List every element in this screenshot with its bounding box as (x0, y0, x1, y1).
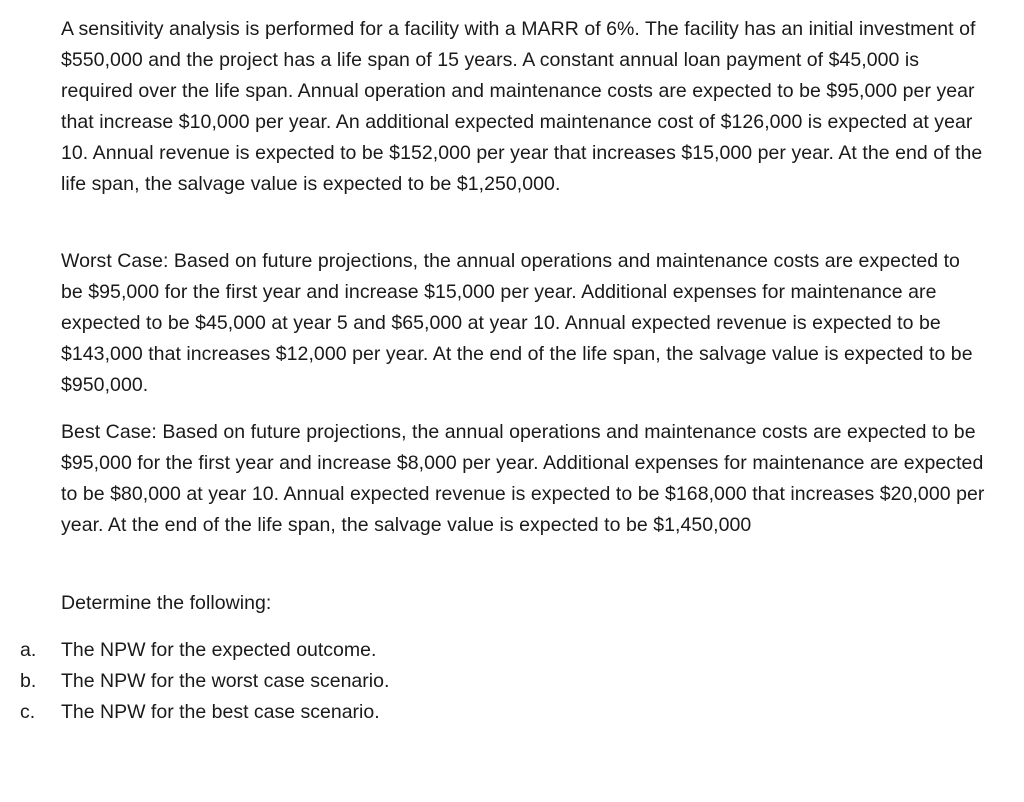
list-item-text: The NPW for the best case scenario. (61, 701, 380, 723)
intro-paragraph: A sensitivity analysis is performed for a facility with a MARR of 6%. The facility has an initial investment of $550,000 and the project has a life span of 15 years. A constant annual loan payment of $45,000 is required over the life span. Annual operation and maintenance costs are expected to be $95,000 per year that increase $10,000 per year. An additional expected maintenance cost of $126,000 is expected at year 10. Annual revenue is expected to be $152,000 per year that increases $15,000 per year. At the end of the life span, the salvage value is expected to be $1,250,000. (61, 18, 983, 195)
list-item-text: The NPW for the expected outcome. (61, 639, 377, 661)
worst-case-paragraph: Worst Case: Based on future projections, the annual operations and maintenance costs are expected to be $95,000 for the first year and increase $15,000 per year. Additional expenses for maintenance are expected to be $45,000 at year 5 and $65,000 at year 10. Annual expected revenue is expected to be $143,000 that increases $12,000 per year. At the end of the life span, the salvage value is expected to be $950,000. (61, 250, 973, 396)
list-item-text: The NPW for the worst case scenario. (61, 670, 390, 692)
best-case-paragraph: Best Case: Based on future projections, the annual operations and maintenance costs are expected to be $95,000 for the first year and increase $8,000 per year. Additional expenses for maintenance are expected to be $80,000 at year 10. Annual expected revenue is expected to be $168,000 that increases $20,000 per year. At the end of the life span, the salvage value is expected to be $1,450,000 (61, 421, 985, 536)
list-marker: c. (20, 701, 36, 723)
list-marker: b. (20, 670, 37, 692)
list-marker: a. (20, 639, 37, 661)
task-prompt: Determine the following: (61, 592, 272, 614)
